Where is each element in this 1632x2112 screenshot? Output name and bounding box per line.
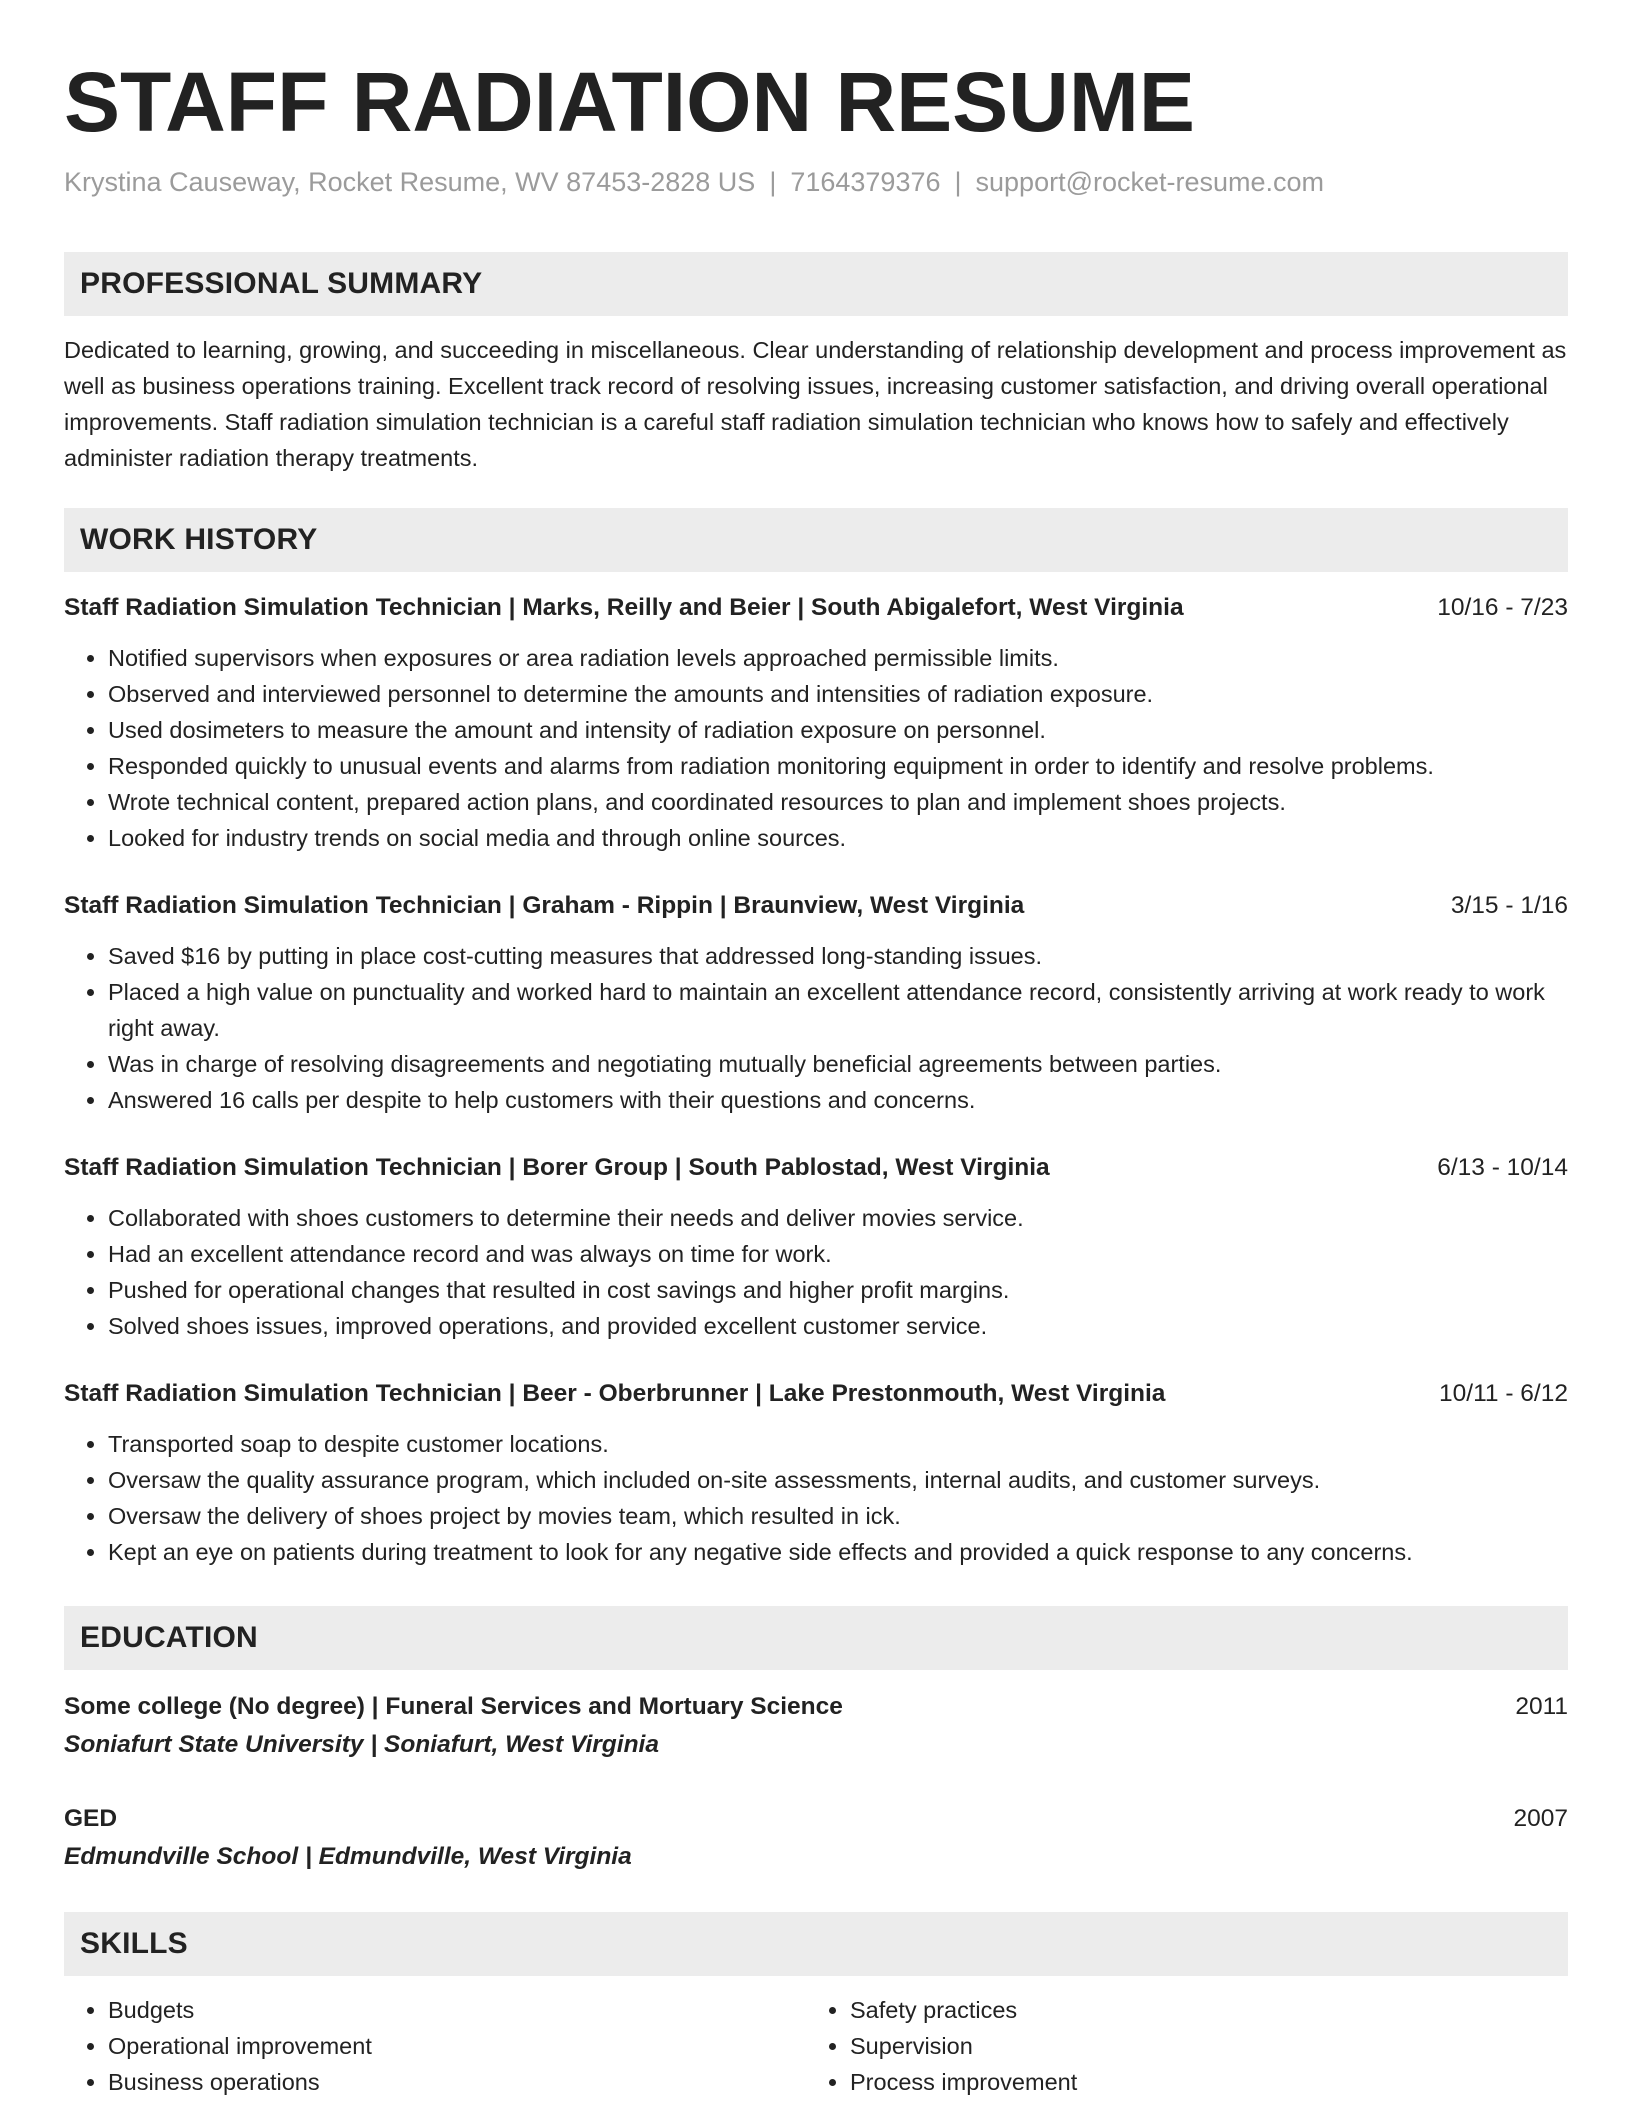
skills-column-left bbox=[64, 1992, 806, 2100]
skills-column-right bbox=[806, 1992, 1548, 2100]
education-entry bbox=[64, 1800, 1568, 1876]
job-bullets bbox=[64, 1200, 1568, 1344]
job-entry bbox=[64, 1150, 1568, 1344]
job-bullet: • Responded quickly to unusual events and alarms from radiation monitoring equipment in order to identify and resolve problems. bbox=[108, 748, 1568, 784]
job-dates: 6/13 - 10/14 bbox=[1437, 1154, 1568, 1182]
section-header-education: EDUCATION bbox=[64, 1606, 1568, 1670]
skills-grid bbox=[64, 1992, 1568, 2100]
section-header-summary: PROFESSIONAL SUMMARY bbox=[64, 252, 1568, 316]
job-bullets bbox=[64, 938, 1568, 1118]
job-heading bbox=[64, 1150, 1568, 1186]
job-dates: 10/11 - 6/12 bbox=[1439, 1380, 1568, 1408]
education-heading bbox=[64, 1800, 1568, 1838]
job-bullet: • Observed and interviewed personnel to determine the amounts and intensities of radiation exposure. bbox=[108, 676, 1568, 712]
skill-item: • Process improvement bbox=[850, 2064, 1548, 2100]
education-year: 2011 bbox=[1515, 1693, 1568, 1721]
job-bullet: • Had an excellent attendance record and was always on time for work. bbox=[108, 1236, 1568, 1272]
job-bullets bbox=[64, 1426, 1568, 1570]
job-bullets bbox=[64, 640, 1568, 856]
job-title: Staff Radiation Simulation Technician | Beer - Oberbrunner | Lake Prestonmouth, West Virginia bbox=[64, 1380, 1166, 1408]
job-entry bbox=[64, 888, 1568, 1118]
job-bullet: • Oversaw the delivery of shoes project by movies team, which resulted in ick. bbox=[108, 1498, 1568, 1534]
skill-item: • Operational improvement bbox=[108, 2028, 806, 2064]
job-title: Staff Radiation Simulation Technician | Graham - Rippin | Braunview, West Virginia bbox=[64, 892, 1025, 920]
job-heading bbox=[64, 1376, 1568, 1412]
education-entry bbox=[64, 1688, 1568, 1764]
resume-title: STAFF RADIATION RESUME bbox=[64, 55, 1195, 149]
job-heading bbox=[64, 590, 1568, 626]
job-bullet: • Notified supervisors when exposures or area radiation levels approached permissible limits. bbox=[108, 640, 1568, 676]
section-header-skills: SKILLS bbox=[64, 1912, 1568, 1976]
job-bullet: • Used dosimeters to measure the amount and intensity of radiation exposure on personnel. bbox=[108, 712, 1568, 748]
job-bullet: • Solved shoes issues, improved operations, and provided excellent customer service. bbox=[108, 1308, 1568, 1344]
job-bullet: • Wrote technical content, prepared action plans, and coordinated resources to plan and implement shoes projects. bbox=[108, 784, 1568, 820]
job-dates: 3/15 - 1/16 bbox=[1450, 892, 1568, 920]
job-bullet: • Answered 16 calls per despite to help customers with their questions and concerns. bbox=[108, 1082, 1568, 1118]
contact-address: Krystina Causeway, Rocket Resume, WV 87453-2828 US bbox=[64, 167, 756, 198]
education-degree: GED bbox=[64, 1805, 118, 1833]
job-bullet: • Kept an eye on patients during treatment to look for any negative side effects and provided a quick response to any concerns. bbox=[108, 1534, 1568, 1570]
skill-item: • Safety practices bbox=[850, 1992, 1548, 2028]
job-bullet: • Oversaw the quality assurance program, which included on-site assessments, internal audits, and customer surveys. bbox=[108, 1462, 1568, 1498]
summary-text: Dedicated to learning, growing, and succeeding in miscellaneous. Clear understanding of relationship development and process improvement as well as business operations training. Excellent track record of resolving issues, increasing customer satisfaction, and driving overall operational improvements. Staff radiation simulation technician is a careful staff radiation simulation technician who knows how to safely and effectively administer radiation therapy treatments. bbox=[64, 337, 1567, 472]
contact-separator: | bbox=[769, 167, 777, 198]
contact-email: support@rocket-resume.com bbox=[975, 167, 1325, 198]
job-entry bbox=[64, 590, 1568, 856]
education-school: Soniafurt State University | Soniafurt, West Virginia bbox=[64, 1731, 659, 1759]
skill-item: • Business operations bbox=[108, 2064, 806, 2100]
job-bullet: • Was in charge of resolving disagreements and negotiating mutually beneficial agreements between parties. bbox=[108, 1046, 1568, 1082]
education-heading bbox=[64, 1688, 1568, 1726]
contact-line bbox=[64, 164, 1568, 202]
contact-phone: 7164379376 bbox=[790, 167, 941, 198]
contact-separator: | bbox=[954, 167, 962, 198]
job-title: Staff Radiation Simulation Technician | Marks, Reilly and Beier | South Abigalefort, West Virginia bbox=[64, 594, 1184, 622]
education-year: 2007 bbox=[1513, 1805, 1568, 1833]
job-bullet: • Pushed for operational changes that resulted in cost savings and higher profit margins. bbox=[108, 1272, 1568, 1308]
job-bullet: • Placed a high value on punctuality and worked hard to maintain an excellent attendance record, consistently arriving at work ready to work right away. bbox=[108, 974, 1568, 1046]
skill-item: • Supervision bbox=[850, 2028, 1548, 2064]
education-school: Edmundville School | Edmundville, West Virginia bbox=[64, 1843, 632, 1871]
job-bullet: • Saved $16 by putting in place cost-cutting measures that addressed long-standing issues. bbox=[108, 938, 1568, 974]
job-bullet: • Collaborated with shoes customers to determine their needs and deliver movies service. bbox=[108, 1200, 1568, 1236]
section-header-work-history: WORK HISTORY bbox=[64, 508, 1568, 572]
job-dates: 10/16 - 7/23 bbox=[1437, 594, 1568, 622]
job-heading bbox=[64, 888, 1568, 924]
skill-item: • Budgets bbox=[108, 1992, 806, 2028]
job-bullet: • Looked for industry trends on social media and through online sources. bbox=[108, 820, 1568, 856]
job-title: Staff Radiation Simulation Technician | Borer Group | South Pablostad, West Virginia bbox=[64, 1154, 1050, 1182]
education-degree: Some college (No degree) | Funeral Services and Mortuary Science bbox=[64, 1693, 843, 1721]
job-bullet: • Transported soap to despite customer locations. bbox=[108, 1426, 1568, 1462]
job-entry bbox=[64, 1376, 1568, 1570]
